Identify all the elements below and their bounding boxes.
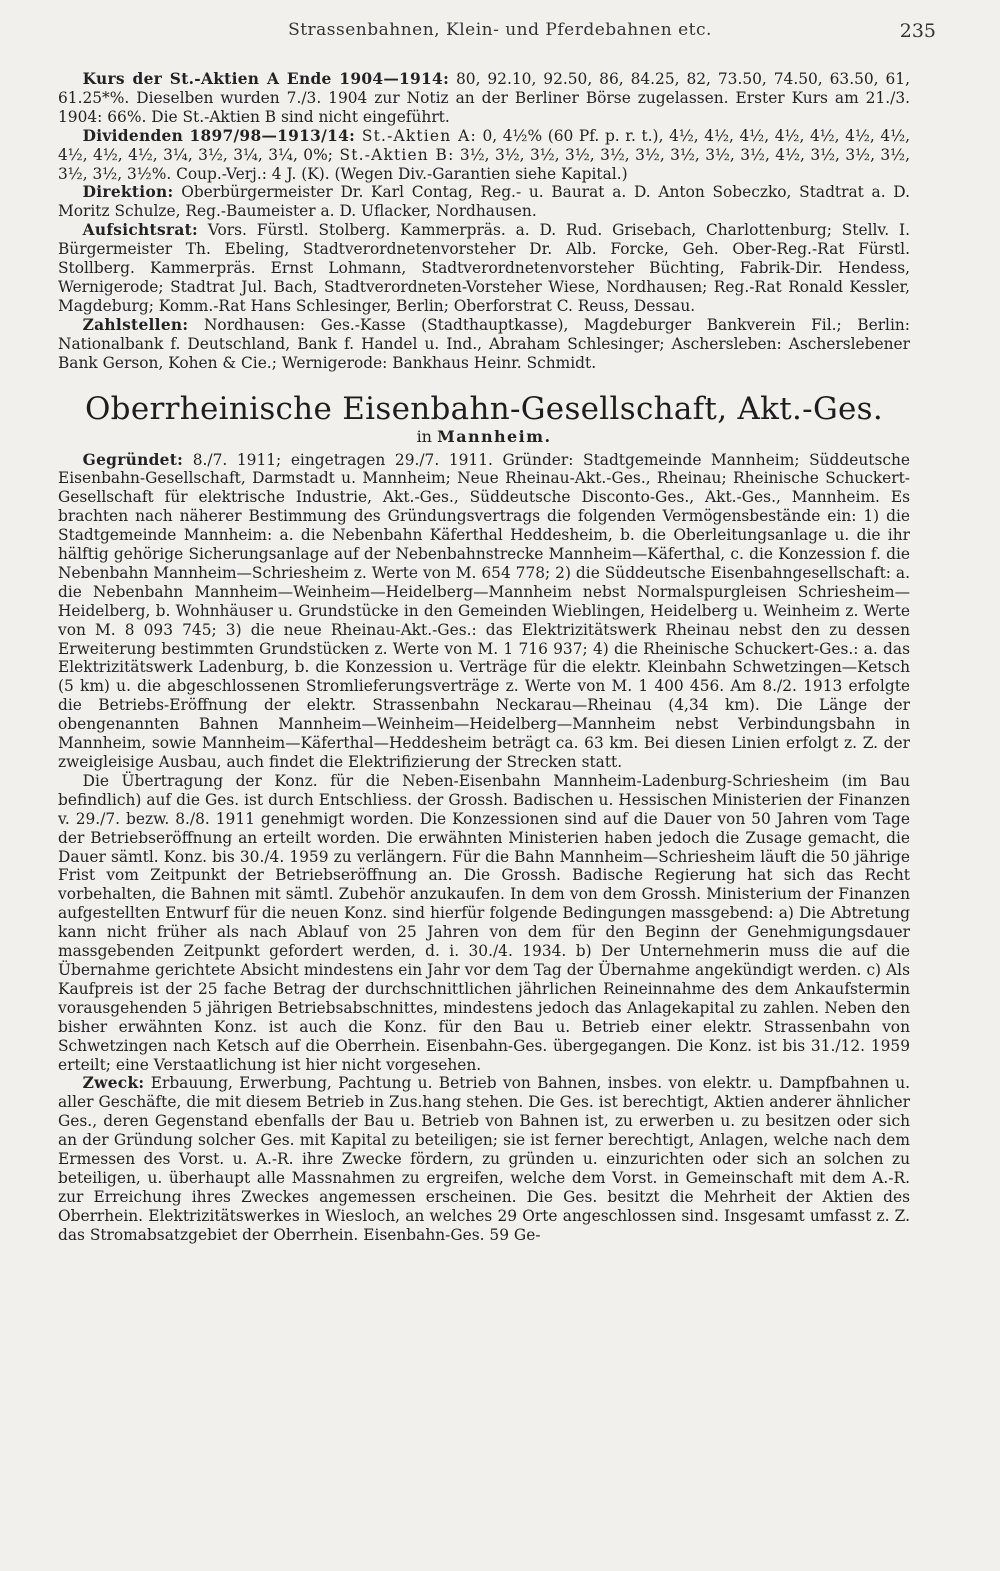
company-city [58,427,910,447]
gegruendet-paragraph [58,451,910,772]
dividenden-label-a: St.-Aktien A: [355,126,477,145]
aufsichtsrat-text: Vors. Fürstl. Stolberg. Kammerpräs. a. D. Rud. Grisebach, Charlottenburg; Stellv. I. Bürgermeister Th. Ebeling, Stadtverordnetenvorsteher Dr. Alb. Forcke, Geh. Ober-Reg.-Rat Fürstl. Stollberg. Kammerpräs. Ernst Lohmann, Stadtverordnetenvorsteher Büchting, Fabrik-Dir. Hendess, Wernigerode; Stadtrat Jul. Bach, Stadtverordneten-Vorsteher Wiese, Nordhausen; Reg.-Rat Ronald Kessler, Magdeburg; Komm.-Rat Hans Schlesinger, Berlin; Oberforstrat C. Reuss, Dessau. [58,221,910,315]
zweck-label: Zweck: [82,1074,145,1093]
gegruendet-text: 8./7. 1911; eingetragen 29./7. 1911. Gründer: Stadtgemeinde Mannheim; Süddeutsche Eisenbahn-Gesellschaft, Darmstadt u. Mannheim; Neue Rheinau-Akt.-Ges., Rheinau; Rheinische Schuckert-Gesellschaft für elektrische Industrie, Akt.-Ges., Süddeutsche Disconto-Ges., Akt.-Ges., Mannheim. Es brachten nach näherer Bestimmung des Gründungsvertrags die folgenden Vermögensbestände ein: 1) die Stadtgemeinde Mannheim: a. die Nebenbahn Käferthal Heddesheim, b. die Oberleitungsanlage u. die ihr hälftig gehörige Sicherungsanlage auf der Nebenbahnstrecke Mannheim—Käferthal, c. die Konzession f. die Nebenbahn Mannheim—Schriesheim z. Werte von M. 654 778; 2) die Süddeutsche Eisenbahngesellschaft: a. die Nebenbahn Mannheim—Weinheim—Heidelberg—Mannheim nebst Normalspurgleisen Schriesheim—Heidelberg, b. Wohnhäuser u. Grundstücke in den Gemeinden Wieblingen, Heidelberg u. Weinheim z. Werte von M. 8 093 745; 3) die neue Rheinau-Akt.-Ges.: das Elektrizitätswerk Rheinau nebst den zu dessen Erweiterung bestimmten Grundstücken z. Werte von M. 1 716 937; 4) die Rheinische Schuckert-Ges.: a. das Elektrizitätswerk Ladenburg, b. die Konzession u. Verträge für die elektr. Kleinbahn Schwetzingen—Ketsch (5 km) u. die abgeschlossenen Stromlieferungsverträge z. Werte von M. 1 400 456. Am 8./2. 1913 erfolgte die Betriebs-Eröffnung der elektr. Strassenbahn Neckarau—Rheinau (4,34 km). Die Länge der obengenannten Bahnen Mannheim—Weinheim—Heidelberg—Mannheim nebst Verbindungsbahn in Mannheim, sowie Mannheim—Käferthal—Heddesheim beträgt ca. 63 km. Bei diesen Linien erfolgt z. Z. der zweigleisige Ausbau, auch findet die Elektrifizierung der Strecken statt. [58,450,910,771]
zahlstellen-text: Nordhausen: Ges.-Kasse (Stadthauptkasse), Magdeburger Bankverein Fil.; Berlin: Nationalbank f. Deutschland, Bank f. Handel u. Ind., Abraham Schlesinger; Aschersleben: Ascherslebener Bank Gerson, Kohen & Cie.; Wernigerode: Bankhaus Heinr. Schmidt. [58,315,910,372]
page-number: 235 [899,20,936,42]
company-city-prefix: in [416,426,432,446]
aufsichtsrat-paragraph [58,221,910,316]
direktion-label: Direktion: [82,183,174,202]
dividenden-label: Dividenden 1897/98—1913/14: [82,126,356,145]
zweck-paragraph [58,1074,910,1244]
aufsichtsrat-label: Aufsichtsrat: [82,221,198,240]
dividenden-text-a: 0, 4½% (60 Pf. p. r. t.), 4½, 4½, 4½, 4½, 4½, 4½, 4½, 4½, 4½, 4½, 3¼, 3½, 3¼, 3¼, 0%; [58,126,911,164]
dividenden-paragraph [58,127,910,184]
page-content [58,70,910,1245]
direktion-text: Oberbürgermeister Dr. Karl Contag, Reg.- u. Baurat a. D. Anton Sobeczko, Stadtrat a. D. Moritz Schulze, Reg.-Baumeister a. D. Uflacker, Nordhausen. [58,183,910,221]
kurs-label: Kurs der St.-Aktien A Ende 1904—1914: [82,70,450,88]
kurs-text: 80, 92.10, 92.50, 86, 84.25, 82, 73.50, 74.50, 63.50, 61, 61.25*%. Dieselben wurden 7./3. 1904 zur Notiz an der Berliner Börse zugelassen. Erster Kurs am 21./3. 1904: 66%. Die St.-Aktien B sind nicht eingeführt. [58,70,910,126]
page-header [60,20,940,50]
zahlstellen-paragraph [58,316,910,373]
company-city-name: Mannheim. [437,426,552,446]
direktion-paragraph [58,183,910,221]
uebertragung-paragraph: Die Übertragung der Konz. für die Neben-Eisenbahn Mannheim-Ladenburg-Schriesheim (im Bau befindlich) auf die Ges. ist durch Entschliess. der Grossh. Badischen u. Hessischen Ministerien der Finanzen v. 29./7. bezw. 8./8. 1911 genehmigt worden. Die Konzessionen sind auf die Dauer von 50 Jahren vom Tage der Betriebseröffnung an erteilt worden. Die erwähnten Ministerien haben jedoch die Zusage gemacht, die Dauer sämtl. Konz. bis 30./4. 1959 zu verlängern. Für die Bahn Mannheim—Schriesheim läuft die 50 jährige Frist vom Zeitpunkt der Betriebseröffnung an. Die Grossh. Badische Regierung hat sich das Recht vorbehalten, die Bahnen mit sämtl. Zubehör anzukaufen. In dem von dem Grossh. Ministerium der Finanzen aufgestellten Entwurf für die neuen Konz. sind hierfür folgende Bedingungen massgebend: a) Die Abtretung kann nicht früher als nach Ablauf von 25 Jahren von dem für den Beginn der Genehmigungsdauer massgebenden Zeitpunkt gefordert werden, d. i. 30./4. 1934. b) Der Unternehmerin muss die auf die Übernahme gerichtete Absicht mindestens ein Jahr vor dem Tag der Übernahme angekündigt werden. c) Als Kaufpreis ist der 25 fache Betrag der durchschnittlichen jährlichen Reineinnahme des dem Ankaufstermin vorausgehenden 5 jährigen Betriebsabschnittes, mindestens jedoch das Anlagekapital zu zahlen. Neben den bisher erwähnten Konz. ist auch die Konz. für den Bau u. Betrieb einer elektr. Strassenbahn von Schwetzingen nach Ketsch auf die Oberrhein. Eisenbahn-Ges. übergegangen. Die Konz. ist bis 31./12. 1959 erteilt; eine Verstaatlichung ist hier nicht vorgesehen. [58,771,910,1074]
kurs-paragraph [58,70,910,127]
gegruendet-label: Gegründet: [82,450,184,469]
zahlstellen-label: Zahlstellen: [82,315,189,334]
zweck-text: Erbauung, Erwerbung, Pachtung u. Betrieb von Bahnen, insbes. von elektr. u. Dampfbahnen u. aller Geschäfte, die mit diesem Betrieb in Zus.hang stehen. Die Ges. ist berechtigt, Aktien anderer ähnlicher Ges., deren Gegenstand ebenfalls der Bau u. Betrieb von Bahnen ist, zu erwerben u. zu besitzen oder sich an der Gründung solcher Ges. mit Kapital zu beteiligen; sie ist ferner berechtigt, Anlagen, welche nach dem Ermessen des Vorst. u. A.-R. ihre Zwecke fördern, zu gründen u. einzurichten oder sich an solchen zu beteiligen, u. überhaupt alle Massnahmen zu ergreifen, welche dem Vorst. in Gemeinschaft mit dem A.-R. zur Erreichung ihres Zweckes angemessen erscheinen. Die Ges. besitzt die Mehrheit der Aktien des Oberrhein. Elektrizitätswerkes in Wiesloch, an welches 29 Orte angeschlossen sind. Insgesamt umfasst z. Z. das Stromabsatzgebiet der Oberrhein. Eisenbahn-Ges. 59 Ge- [58,1074,910,1244]
dividenden-label-b: St.-Aktien B: [332,145,455,164]
company-title: Oberrheinische Eisenbahn-Gesellschaft, Akt.-Ges. [84,390,884,427]
running-head: Strassenbahnen, Klein- und Pferdebahnen etc. [288,20,712,40]
dividenden-text-b: 3½, 3½, 3½, 3½, 3½, 3½, 3½, 3½, 3½, 4½, 3½, 3½, 3½, 3½, 3½, 3½%. Coup.-Verj.: 4 J. (K). (Wegen Div.-Garantien siehe Kapital.) [58,145,910,183]
